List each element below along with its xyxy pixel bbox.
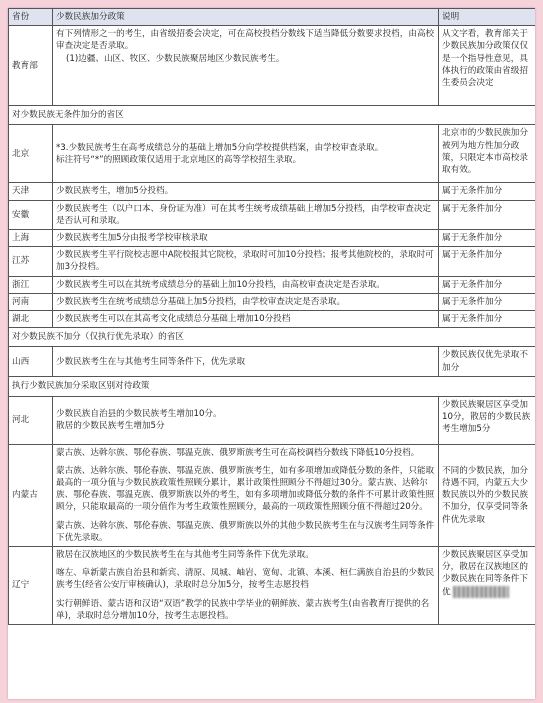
policy-text: 有下列情形之一的考生，由省级招委会决定，可在高校投档分数线下适当降低分数要求投档，由高校审查决定是否录取。 (56, 29, 435, 52)
policy-cell: 少数民族考生在统考成绩总分基础上加5分投档，由学校审查决定是否录取。 (53, 293, 439, 310)
policy-cell: 少数民族考生平行院校志愿中A院校报其它院校，录取时可加10分投档；报考其他院校的，录取时可加3分投档。 (53, 247, 439, 276)
note-cell: 属于无条件加分 (439, 183, 536, 200)
table-row (9, 125, 536, 183)
note-cell: 属于无条件加分 (439, 230, 536, 247)
section-title: 对少数民族不加分（仅执行优先录取）的省区 (9, 328, 536, 347)
header-province: 省份 (9, 9, 53, 26)
policy-cell: 少数民族考生可以在其高考文化成绩总分基础上增加10分投档 (53, 311, 439, 328)
policy-text: 蒙古族、达斡尔族、鄂伦春族、鄂温克族、俄罗斯族以外的其他少数民族考生在与汉族考生同等条件下优先录取。 (56, 520, 435, 543)
section-title: 执行少数民族加分采取区别对待政策 (9, 377, 536, 396)
table-row (9, 26, 536, 106)
table-row (9, 293, 536, 310)
region-cell: 河北 (9, 396, 53, 444)
table-row (9, 200, 536, 229)
region-cell: 天津 (9, 183, 53, 200)
table-row (9, 547, 536, 625)
section-row (9, 328, 536, 347)
note-text: 少数民族聚居区享受加分，散居在汉族地区的少数民族在同等条件下优 (442, 550, 528, 598)
region-cell: 浙江 (9, 276, 53, 293)
policy-cell: 少数民族考生加5分由报考学校审核录取 (53, 230, 439, 247)
policy-sheet (8, 8, 535, 699)
table-row (9, 183, 536, 200)
table-row (9, 396, 536, 444)
table-row (9, 347, 536, 377)
note-cell: 属于无条件加分 (439, 247, 536, 276)
policy-text: (1)边疆、山区、牧区、少数民族聚居地区少数民族考生。 (66, 53, 285, 64)
note-cell: 从文字看，教育部关于少数民族加分政策仅仅是一个指导性意见，具体执行的政策由省级招生委员会决定 (439, 26, 536, 106)
region-cell: 山西 (9, 347, 53, 377)
note-cell: 属于无条件加分 (439, 311, 536, 328)
policy-cell (53, 547, 439, 625)
policy-text: 喀左、阜新蒙古族自治县和新宾、清原、凤城、岫岩、宽甸、北镇、本溪、桓仁满族自治县的少数民族考生(经省公安厅审核确认)，录取时总分加5分，按考生志愿投档 (56, 568, 435, 591)
region-cell: 教育部 (9, 26, 53, 106)
region-cell: 北京 (9, 125, 53, 183)
policy-text: 散居在汉族地区的少数民族考生在与其他考生同等条件下优先录取。 (56, 550, 314, 561)
section-row (9, 106, 536, 125)
note-cell: 北京市的少数民族加分被列为地方性加分政策，只限定本市高校录取有效。 (439, 125, 536, 183)
header-policy: 少数民族加分政策 (53, 9, 439, 26)
policy-cell (53, 125, 439, 183)
region-cell: 河南 (9, 293, 53, 310)
policy-cell: 少数民族考生可以在其统考成绩总分的基础上加10分投档，由高校审查决定是否录取。 (53, 276, 439, 293)
policy-text: 实行朝鲜语、蒙古语和汉语“双语”教学的民族中学毕业的朝鲜族、蒙古族考生(由省教育厅提供的名单)，录取时总分增加10分，按考生志愿投档。 (56, 598, 430, 621)
region-cell: 湖北 (9, 311, 53, 328)
section-title: 对少数民族无条件加分的省区 (9, 106, 536, 125)
policy-cell: 少数民族考生（以户口本、身份证为准）可在其考生统考成绩基础上增加5分投档，由学校审查决定是否认可和录取。 (53, 200, 439, 229)
table-row (9, 247, 536, 276)
header-note: 说明 (439, 9, 536, 26)
region-cell: 辽宁 (9, 547, 53, 625)
policy-cell (53, 396, 439, 444)
note-cell: 少数民族仅优先录取不加分 (439, 347, 536, 377)
policy-cell: 少数民族考生在与其他考生同等条件下，优先录取 (53, 347, 439, 377)
region-cell: 上海 (9, 230, 53, 247)
note-cell: 少数民族聚居区享受加10分，散居的少数民族考生增加5分 (439, 396, 536, 444)
policy-text: 蒙古族、达斡尔族、鄂伦春族、鄂温克族、俄罗斯族考生可在高校调档分数线下降低10分投档。 (56, 447, 420, 458)
policy-text: 少数民族自治县的少数民族考生增加10分。 (56, 408, 222, 419)
policy-cell: 少数民族考生，增加5分投档。 (53, 183, 439, 200)
table-row (9, 230, 536, 247)
table-row (9, 311, 536, 328)
note-cell: 不同的少数民族，加分待遇不同，内蒙五大少数民族以外的少数民族不加分，仅享受同等条件优先录取 (439, 444, 536, 546)
policy-cell (53, 444, 439, 546)
note-cell: 属于无条件加分 (439, 293, 536, 310)
region-cell: 江苏 (9, 247, 53, 276)
region-cell: 内蒙古 (9, 444, 53, 546)
note-cell (439, 547, 536, 625)
policy-table (8, 8, 535, 625)
table-row (9, 444, 536, 546)
watermark-blur (453, 586, 509, 598)
section-row (9, 377, 536, 396)
policy-text: *3.少数民族考生在高考成绩总分的基础上增加5分向学校提供档案，由学校审查录取。 (56, 142, 384, 153)
policy-text: 标注符号“*”的照顾政策仅适用于北京地区的高等学校招生录取。 (56, 154, 302, 165)
note-cell: 属于无条件加分 (439, 200, 536, 229)
table-header-row (9, 9, 536, 26)
region-cell: 安徽 (9, 200, 53, 229)
note-cell: 属于无条件加分 (439, 276, 536, 293)
policy-text: 散居的少数民族考生增加5分 (56, 421, 165, 432)
table-row (9, 276, 536, 293)
policy-text: 蒙古族、达斡尔族、鄂伦春族、鄂温克族、俄罗斯族考生，如有多项增加或降低分数的条件，只能取最高的一项分值与少数民族政策性照顾分累计，累计政策性照顾分不得超过30分。蒙古族、达斡尔族、鄂伦春族、鄂温克族、俄罗斯族以外的考生，如有多项增加或降低分数的条件不可累计政策性照顾分，只能取最高的一项分值作为考生政策性照顾分，最高的一项政策性照顾分值不得超过20分。 (56, 465, 435, 513)
policy-cell (53, 26, 439, 106)
